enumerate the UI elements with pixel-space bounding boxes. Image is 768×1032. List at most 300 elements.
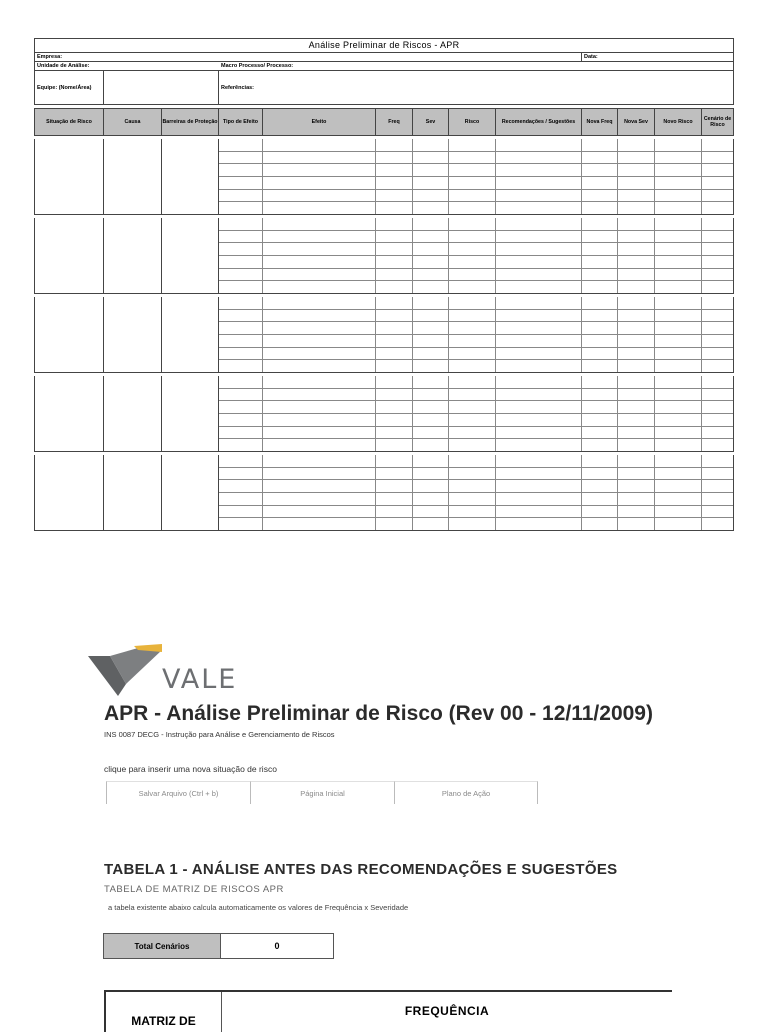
effect-cell[interactable] [376, 243, 413, 255]
effect-cell[interactable] [263, 468, 376, 480]
effect-cell[interactable] [655, 335, 702, 347]
macro-processo-field[interactable]: Macro Processo/ Processo: [221, 63, 294, 69]
effect-cell[interactable] [702, 218, 733, 230]
effect-cell[interactable] [413, 360, 449, 372]
effect-cell[interactable] [449, 231, 496, 243]
effect-cell[interactable] [496, 322, 582, 334]
effect-cell[interactable] [582, 376, 618, 388]
effect-cell[interactable] [449, 414, 496, 426]
effect-cell[interactable] [702, 190, 733, 202]
effect-cell[interactable] [263, 335, 376, 347]
effect-cell[interactable] [702, 310, 733, 322]
effect-cell[interactable] [655, 427, 702, 439]
effect-cell[interactable] [655, 202, 702, 214]
effect-cell[interactable] [219, 455, 263, 467]
effect-cell[interactable] [655, 506, 702, 518]
effect-cell[interactable] [413, 297, 449, 309]
effect-cell[interactable] [263, 297, 376, 309]
barreiras-cell[interactable] [162, 376, 219, 451]
effect-cell[interactable] [582, 518, 618, 530]
situacao-cell[interactable] [35, 139, 104, 214]
effect-cell[interactable] [655, 256, 702, 268]
effect-cell[interactable] [496, 243, 582, 255]
effect-cell[interactable] [413, 427, 449, 439]
effect-cell[interactable] [496, 218, 582, 230]
data-field[interactable]: Data: [584, 54, 598, 60]
effect-cell[interactable] [413, 439, 449, 451]
effect-cell[interactable] [496, 414, 582, 426]
effect-cell[interactable] [618, 439, 655, 451]
effect-cell[interactable] [376, 360, 413, 372]
effect-cell[interactable] [655, 310, 702, 322]
effect-cell[interactable] [413, 493, 449, 505]
effect-cell[interactable] [582, 493, 618, 505]
effect-cell[interactable] [449, 281, 496, 293]
effect-cell[interactable] [496, 480, 582, 492]
effect-cell[interactable] [702, 493, 733, 505]
effect-cell[interactable] [376, 518, 413, 530]
effect-cell[interactable] [376, 322, 413, 334]
causa-cell[interactable] [104, 297, 162, 372]
effect-cell[interactable] [219, 322, 263, 334]
effect-cell[interactable] [655, 455, 702, 467]
effect-cell[interactable] [582, 202, 618, 214]
effect-cell[interactable] [376, 427, 413, 439]
effect-cell[interactable] [496, 506, 582, 518]
effect-cell[interactable] [449, 348, 496, 360]
effect-cell[interactable] [702, 376, 733, 388]
effect-cell[interactable] [376, 152, 413, 164]
effect-cell[interactable] [618, 202, 655, 214]
effect-cell[interactable] [618, 348, 655, 360]
effect-cell[interactable] [702, 177, 733, 189]
effect-cell[interactable] [702, 335, 733, 347]
effect-cell[interactable] [496, 518, 582, 530]
effect-cell[interactable] [413, 455, 449, 467]
effect-cell[interactable] [413, 269, 449, 281]
effect-cell[interactable] [702, 439, 733, 451]
effect-cell[interactable] [376, 297, 413, 309]
effect-cell[interactable] [496, 389, 582, 401]
effect-cell[interactable] [219, 414, 263, 426]
effect-cell[interactable] [263, 493, 376, 505]
effect-cell[interactable] [263, 177, 376, 189]
effect-cell[interactable] [582, 281, 618, 293]
effect-cell[interactable] [496, 190, 582, 202]
effect-cell[interactable] [618, 164, 655, 176]
effect-cell[interactable] [413, 177, 449, 189]
effect-cell[interactable] [496, 455, 582, 467]
effect-cell[interactable] [496, 231, 582, 243]
effect-cell[interactable] [702, 256, 733, 268]
effect-cell[interactable] [618, 256, 655, 268]
save-file-button[interactable]: Salvar Arquivo (Ctrl + b) [106, 781, 250, 804]
effect-cell[interactable] [449, 190, 496, 202]
barreiras-cell[interactable] [162, 139, 219, 214]
effect-cell[interactable] [413, 243, 449, 255]
effect-cell[interactable] [376, 202, 413, 214]
effect-cell[interactable] [655, 231, 702, 243]
effect-cell[interactable] [582, 427, 618, 439]
effect-cell[interactable] [413, 376, 449, 388]
effect-cell[interactable] [449, 256, 496, 268]
effect-cell[interactable] [618, 506, 655, 518]
effect-cell[interactable] [449, 297, 496, 309]
effect-cell[interactable] [449, 518, 496, 530]
effect-cell[interactable] [618, 468, 655, 480]
effect-cell[interactable] [449, 335, 496, 347]
effect-cell[interactable] [219, 427, 263, 439]
effect-cell[interactable] [413, 518, 449, 530]
effect-cell[interactable] [655, 139, 702, 151]
effect-cell[interactable] [496, 202, 582, 214]
effect-cell[interactable] [496, 335, 582, 347]
effect-cell[interactable] [219, 506, 263, 518]
effect-cell[interactable] [618, 493, 655, 505]
effect-cell[interactable] [655, 281, 702, 293]
effect-cell[interactable] [582, 269, 618, 281]
effect-cell[interactable] [219, 360, 263, 372]
effect-cell[interactable] [702, 231, 733, 243]
effect-cell[interactable] [582, 468, 618, 480]
effect-cell[interactable] [219, 376, 263, 388]
effect-cell[interactable] [496, 468, 582, 480]
effect-cell[interactable] [263, 348, 376, 360]
causa-cell[interactable] [104, 376, 162, 451]
effect-cell[interactable] [449, 152, 496, 164]
effect-cell[interactable] [219, 493, 263, 505]
effect-cell[interactable] [655, 322, 702, 334]
effect-cell[interactable] [618, 310, 655, 322]
effect-cell[interactable] [496, 401, 582, 413]
effect-cell[interactable] [655, 389, 702, 401]
effect-cell[interactable] [413, 310, 449, 322]
effect-cell[interactable] [702, 297, 733, 309]
situacao-cell[interactable] [35, 297, 104, 372]
effect-cell[interactable] [219, 164, 263, 176]
effect-cell[interactable] [413, 389, 449, 401]
barreiras-cell[interactable] [162, 455, 219, 530]
effect-cell[interactable] [655, 297, 702, 309]
effect-cell[interactable] [449, 389, 496, 401]
effect-cell[interactable] [263, 256, 376, 268]
effect-cell[interactable] [618, 389, 655, 401]
effect-cell[interactable] [702, 480, 733, 492]
effect-cell[interactable] [263, 269, 376, 281]
effect-cell[interactable] [618, 360, 655, 372]
effect-cell[interactable] [582, 177, 618, 189]
effect-cell[interactable] [219, 439, 263, 451]
effect-cell[interactable] [376, 414, 413, 426]
effect-cell[interactable] [618, 297, 655, 309]
effect-cell[interactable] [413, 231, 449, 243]
effect-cell[interactable] [219, 297, 263, 309]
effect-cell[interactable] [263, 139, 376, 151]
effect-cell[interactable] [263, 310, 376, 322]
situacao-cell[interactable] [35, 218, 104, 293]
effect-cell[interactable] [376, 310, 413, 322]
effect-cell[interactable] [376, 455, 413, 467]
effect-cell[interactable] [655, 152, 702, 164]
effect-cell[interactable] [702, 281, 733, 293]
effect-cell[interactable] [376, 281, 413, 293]
effect-cell[interactable] [702, 202, 733, 214]
effect-cell[interactable] [219, 518, 263, 530]
effect-cell[interactable] [263, 376, 376, 388]
insert-risk-hint[interactable]: clique para inserir uma nova situação de risco [104, 764, 277, 774]
effect-cell[interactable] [263, 401, 376, 413]
effect-cell[interactable] [582, 243, 618, 255]
effect-cell[interactable] [496, 281, 582, 293]
effect-cell[interactable] [376, 506, 413, 518]
effect-cell[interactable] [219, 139, 263, 151]
effect-cell[interactable] [219, 231, 263, 243]
effect-cell[interactable] [618, 218, 655, 230]
effect-cell[interactable] [376, 480, 413, 492]
effect-cell[interactable] [376, 177, 413, 189]
effect-cell[interactable] [496, 256, 582, 268]
effect-cell[interactable] [582, 401, 618, 413]
effect-cell[interactable] [702, 322, 733, 334]
effect-cell[interactable] [263, 243, 376, 255]
effect-cell[interactable] [376, 218, 413, 230]
empresa-field[interactable]: Empresa: [35, 53, 582, 61]
effect-cell[interactable] [702, 401, 733, 413]
effect-cell[interactable] [219, 348, 263, 360]
effect-cell[interactable] [449, 427, 496, 439]
effect-cell[interactable] [263, 414, 376, 426]
effect-cell[interactable] [655, 360, 702, 372]
effect-cell[interactable] [618, 414, 655, 426]
effect-cell[interactable] [376, 256, 413, 268]
effect-cell[interactable] [582, 231, 618, 243]
effect-cell[interactable] [263, 322, 376, 334]
effect-cell[interactable] [582, 389, 618, 401]
causa-cell[interactable] [104, 455, 162, 530]
effect-cell[interactable] [655, 493, 702, 505]
effect-cell[interactable] [655, 218, 702, 230]
effect-cell[interactable] [449, 164, 496, 176]
effect-cell[interactable] [618, 322, 655, 334]
effect-cell[interactable] [655, 518, 702, 530]
effect-cell[interactable] [376, 401, 413, 413]
effect-cell[interactable] [219, 256, 263, 268]
effect-cell[interactable] [582, 455, 618, 467]
effect-cell[interactable] [219, 202, 263, 214]
effect-cell[interactable] [496, 310, 582, 322]
effect-cell[interactable] [702, 455, 733, 467]
effect-cell[interactable] [582, 190, 618, 202]
effect-cell[interactable] [263, 455, 376, 467]
effect-cell[interactable] [449, 468, 496, 480]
effect-cell[interactable] [219, 190, 263, 202]
effect-cell[interactable] [582, 360, 618, 372]
effect-cell[interactable] [263, 506, 376, 518]
effect-cell[interactable] [496, 439, 582, 451]
unidade-field[interactable]: Unidade de Análise: [37, 63, 90, 69]
situacao-cell[interactable] [35, 455, 104, 530]
effect-cell[interactable] [449, 202, 496, 214]
effect-cell[interactable] [618, 231, 655, 243]
effect-cell[interactable] [655, 164, 702, 176]
effect-cell[interactable] [618, 177, 655, 189]
effect-cell[interactable] [376, 139, 413, 151]
effect-cell[interactable] [702, 152, 733, 164]
effect-cell[interactable] [582, 256, 618, 268]
effect-cell[interactable] [219, 281, 263, 293]
effect-cell[interactable] [496, 427, 582, 439]
effect-cell[interactable] [263, 190, 376, 202]
effect-cell[interactable] [413, 401, 449, 413]
effect-cell[interactable] [496, 164, 582, 176]
effect-cell[interactable] [376, 376, 413, 388]
effect-cell[interactable] [655, 190, 702, 202]
effect-cell[interactable] [618, 281, 655, 293]
effect-cell[interactable] [702, 427, 733, 439]
effect-cell[interactable] [655, 243, 702, 255]
effect-cell[interactable] [413, 139, 449, 151]
effect-cell[interactable] [449, 322, 496, 334]
effect-cell[interactable] [496, 152, 582, 164]
effect-cell[interactable] [263, 360, 376, 372]
effect-cell[interactable] [582, 322, 618, 334]
effect-cell[interactable] [449, 177, 496, 189]
effect-cell[interactable] [655, 177, 702, 189]
effect-cell[interactable] [413, 480, 449, 492]
effect-cell[interactable] [219, 468, 263, 480]
effect-cell[interactable] [655, 468, 702, 480]
effect-cell[interactable] [618, 335, 655, 347]
effect-cell[interactable] [618, 152, 655, 164]
effect-cell[interactable] [413, 164, 449, 176]
effect-cell[interactable] [582, 348, 618, 360]
effect-cell[interactable] [655, 348, 702, 360]
effect-cell[interactable] [582, 164, 618, 176]
effect-cell[interactable] [582, 335, 618, 347]
effect-cell[interactable] [702, 164, 733, 176]
effect-cell[interactable] [618, 518, 655, 530]
situacao-cell[interactable] [35, 376, 104, 451]
effect-cell[interactable] [655, 480, 702, 492]
effect-cell[interactable] [449, 493, 496, 505]
effect-cell[interactable] [376, 335, 413, 347]
effect-cell[interactable] [376, 389, 413, 401]
effect-cell[interactable] [582, 310, 618, 322]
effect-cell[interactable] [582, 414, 618, 426]
effect-cell[interactable] [618, 455, 655, 467]
effect-cell[interactable] [263, 152, 376, 164]
effect-cell[interactable] [263, 281, 376, 293]
effect-cell[interactable] [219, 335, 263, 347]
effect-cell[interactable] [655, 269, 702, 281]
effect-cell[interactable] [702, 506, 733, 518]
effect-cell[interactable] [496, 360, 582, 372]
effect-cell[interactable] [496, 297, 582, 309]
effect-cell[interactable] [449, 310, 496, 322]
effect-cell[interactable] [219, 243, 263, 255]
effect-cell[interactable] [496, 139, 582, 151]
effect-cell[interactable] [263, 202, 376, 214]
effect-cell[interactable] [702, 243, 733, 255]
equipe-field[interactable] [104, 71, 219, 104]
effect-cell[interactable] [655, 376, 702, 388]
effect-cell[interactable] [582, 506, 618, 518]
effect-cell[interactable] [263, 164, 376, 176]
effect-cell[interactable] [263, 231, 376, 243]
effect-cell[interactable] [219, 310, 263, 322]
effect-cell[interactable] [376, 231, 413, 243]
effect-cell[interactable] [376, 468, 413, 480]
causa-cell[interactable] [104, 218, 162, 293]
effect-cell[interactable] [582, 152, 618, 164]
effect-cell[interactable] [219, 152, 263, 164]
effect-cell[interactable] [413, 506, 449, 518]
effect-cell[interactable] [618, 427, 655, 439]
effect-cell[interactable] [413, 256, 449, 268]
effect-cell[interactable] [413, 202, 449, 214]
effect-cell[interactable] [413, 468, 449, 480]
effect-cell[interactable] [219, 218, 263, 230]
effect-cell[interactable] [618, 480, 655, 492]
effect-cell[interactable] [618, 269, 655, 281]
effect-cell[interactable] [449, 401, 496, 413]
effect-cell[interactable] [413, 414, 449, 426]
effect-cell[interactable] [413, 348, 449, 360]
effect-cell[interactable] [376, 164, 413, 176]
effect-cell[interactable] [263, 218, 376, 230]
effect-cell[interactable] [449, 218, 496, 230]
effect-cell[interactable] [582, 439, 618, 451]
effect-cell[interactable] [449, 455, 496, 467]
effect-cell[interactable] [219, 480, 263, 492]
effect-cell[interactable] [618, 401, 655, 413]
effect-cell[interactable] [496, 493, 582, 505]
effect-cell[interactable] [702, 389, 733, 401]
effect-cell[interactable] [496, 348, 582, 360]
effect-cell[interactable] [413, 335, 449, 347]
home-page-button[interactable]: Página Inicial [250, 781, 394, 804]
effect-cell[interactable] [376, 439, 413, 451]
effect-cell[interactable] [413, 190, 449, 202]
effect-cell[interactable] [449, 360, 496, 372]
effect-cell[interactable] [449, 243, 496, 255]
effect-cell[interactable] [582, 218, 618, 230]
effect-cell[interactable] [263, 439, 376, 451]
effect-cell[interactable] [702, 269, 733, 281]
effect-cell[interactable] [618, 243, 655, 255]
effect-cell[interactable] [582, 139, 618, 151]
effect-cell[interactable] [702, 518, 733, 530]
effect-cell[interactable] [263, 480, 376, 492]
effect-cell[interactable] [449, 376, 496, 388]
effect-cell[interactable] [219, 177, 263, 189]
effect-cell[interactable] [702, 360, 733, 372]
effect-cell[interactable] [413, 322, 449, 334]
effect-cell[interactable] [496, 376, 582, 388]
effect-cell[interactable] [376, 493, 413, 505]
barreiras-cell[interactable] [162, 297, 219, 372]
effect-cell[interactable] [219, 401, 263, 413]
effect-cell[interactable] [702, 414, 733, 426]
effect-cell[interactable] [449, 506, 496, 518]
effect-cell[interactable] [413, 152, 449, 164]
effect-cell[interactable] [376, 190, 413, 202]
effect-cell[interactable] [219, 269, 263, 281]
effect-cell[interactable] [263, 389, 376, 401]
effect-cell[interactable] [618, 190, 655, 202]
effect-cell[interactable] [702, 468, 733, 480]
effect-cell[interactable] [449, 439, 496, 451]
